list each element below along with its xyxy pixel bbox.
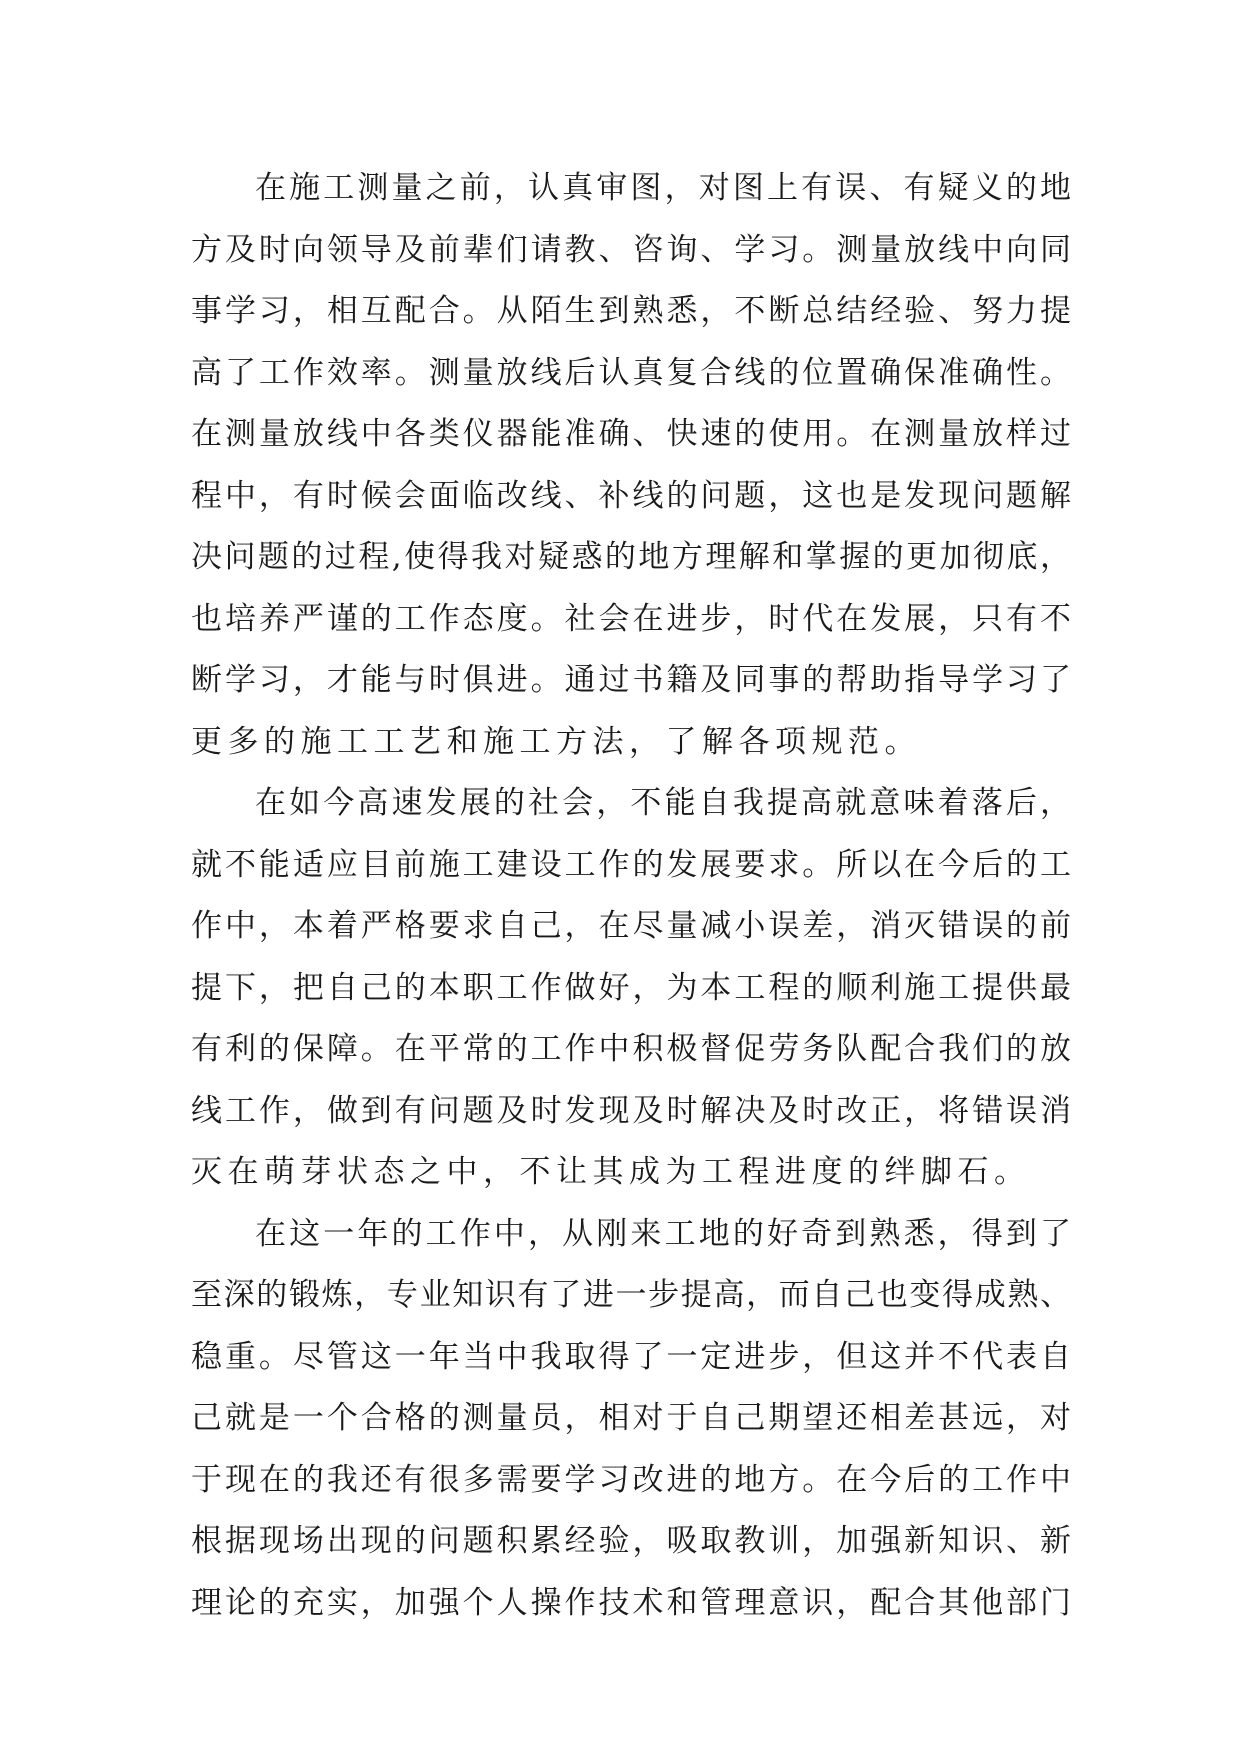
paragraph-line: 理论的充实，加强个人操作技术和管理意识，配合其他部门 — [191, 1584, 1071, 1621]
paragraph-3 — [191, 1204, 1071, 1635]
paragraph-line: 在测量放线中各类仪器能准确、快速的使用。在测量放样过 — [191, 416, 1071, 452]
paragraph-line: 线工作，做到有问题及时发现及时解决及时改正，将错误消 — [191, 1092, 1071, 1129]
paragraph-2 — [191, 773, 1071, 1204]
paragraph-1 — [191, 158, 1071, 773]
paragraph-line: 于现在的我还有很多需要学习改进的地方。在今后的工作中 — [191, 1461, 1071, 1498]
document-body — [191, 158, 1071, 1634]
paragraph-line: 决问题的过程,使得我对疑惑的地方理解和掌握的更加彻底， — [191, 539, 1071, 575]
paragraph-line: 己就是一个合格的测量员，相对于自己期望还相差甚远，对 — [191, 1400, 1071, 1436]
paragraph-line: 就不能适应目前施工建设工作的发展要求。所以在今后的工 — [191, 846, 1071, 883]
paragraph-line: 至深的锻炼，专业知识有了进一步提高，而自己也变得成熟、 — [191, 1277, 1071, 1313]
paragraph-line: 在如今高速发展的社会，不能自我提高就意味着落后， — [255, 785, 1071, 821]
paragraph-line: 稳重。尽管这一年当中我取得了一定进步，但这并不代表自 — [191, 1338, 1071, 1375]
paragraph-line: 作中，本着严格要求自己，在尽量减小误差，消灭错误的前 — [191, 908, 1071, 944]
paragraph-line: 在这一年的工作中，从刚来工地的好奇到熟悉，得到了 — [255, 1215, 1071, 1252]
paragraph-line: 提下，把自己的本职工作做好，为本工程的顺利施工提供最 — [191, 969, 1071, 1006]
paragraph-line: 有利的保障。在平常的工作中积极督促劳务队配合我们的放 — [191, 1031, 1071, 1067]
paragraph-line: 程中，有时候会面临改线、补线的问题，这也是发现问题解 — [191, 477, 1071, 514]
paragraph-line: 断学习，才能与时俱进。通过书籍及同事的帮助指导学习了 — [191, 662, 1071, 698]
paragraph-line: 更多的施工工艺和施工方法，了解各项规范。 — [191, 723, 921, 760]
paragraph-line: 高了工作效率。测量放线后认真复合线的位置确保准确性。 — [191, 354, 1071, 391]
paragraph-line: 方及时向领导及前辈们请教、咨询、学习。测量放线中向同 — [191, 231, 1071, 268]
paragraph-line: 在施工测量之前，认真审图，对图上有误、有疑义的地 — [255, 170, 1071, 206]
paragraph-line: 事学习，相互配合。从陌生到熟悉，不断总结经验、努力提 — [191, 293, 1071, 329]
paragraph-line: 根据现场出现的问题积累经验，吸取教训，加强新知识、新 — [191, 1523, 1071, 1559]
paragraph-line: 灭在萌芽状态之中，不让其成为工程进度的绊脚石。 — [191, 1154, 1031, 1190]
paragraph-line: 也培养严谨的工作态度。社会在进步，时代在发展，只有不 — [191, 600, 1071, 637]
